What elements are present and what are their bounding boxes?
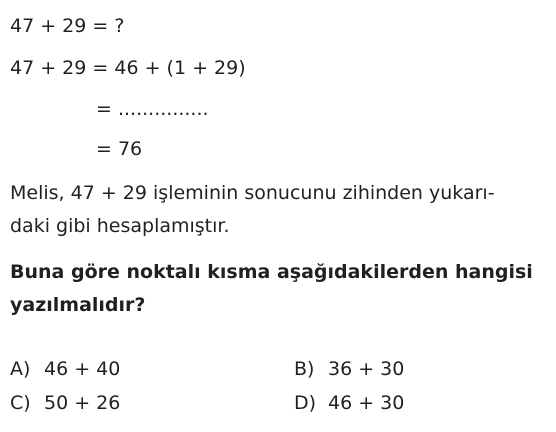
option-letter: D)	[294, 392, 317, 414]
equation-step-1: 47 + 29 = 46 + (1 + 29)	[10, 57, 246, 79]
question-line-1: Buna göre noktalı kısma aşağıdakilerden hangisi	[10, 261, 533, 283]
equation-result: = 76	[96, 138, 143, 160]
option-letter: C)	[10, 392, 31, 414]
question-line-2: yazılmalıdır?	[10, 294, 146, 316]
option-letter: A)	[10, 358, 31, 380]
description-line-2: daki gibi hesaplamıştır.	[10, 215, 230, 237]
description-line-1: Melis, 47 + 29 işleminin sonucunu zihinden yukarı-	[10, 182, 495, 204]
option-d[interactable]	[294, 391, 404, 415]
option-text: 46 + 40	[44, 358, 121, 380]
problem-description	[10, 177, 546, 243]
option-text: 36 + 30	[328, 358, 405, 380]
option-b[interactable]	[294, 357, 404, 381]
option-text: 50 + 26	[44, 392, 121, 414]
equation-step-blank: = ...............	[96, 98, 209, 120]
option-c[interactable]	[10, 391, 120, 415]
option-letter: B)	[294, 358, 315, 380]
option-a[interactable]	[10, 357, 120, 381]
equation-question: 47 + 29 = ?	[10, 15, 125, 37]
option-text: 46 + 30	[328, 392, 405, 414]
question-prompt	[10, 256, 546, 322]
